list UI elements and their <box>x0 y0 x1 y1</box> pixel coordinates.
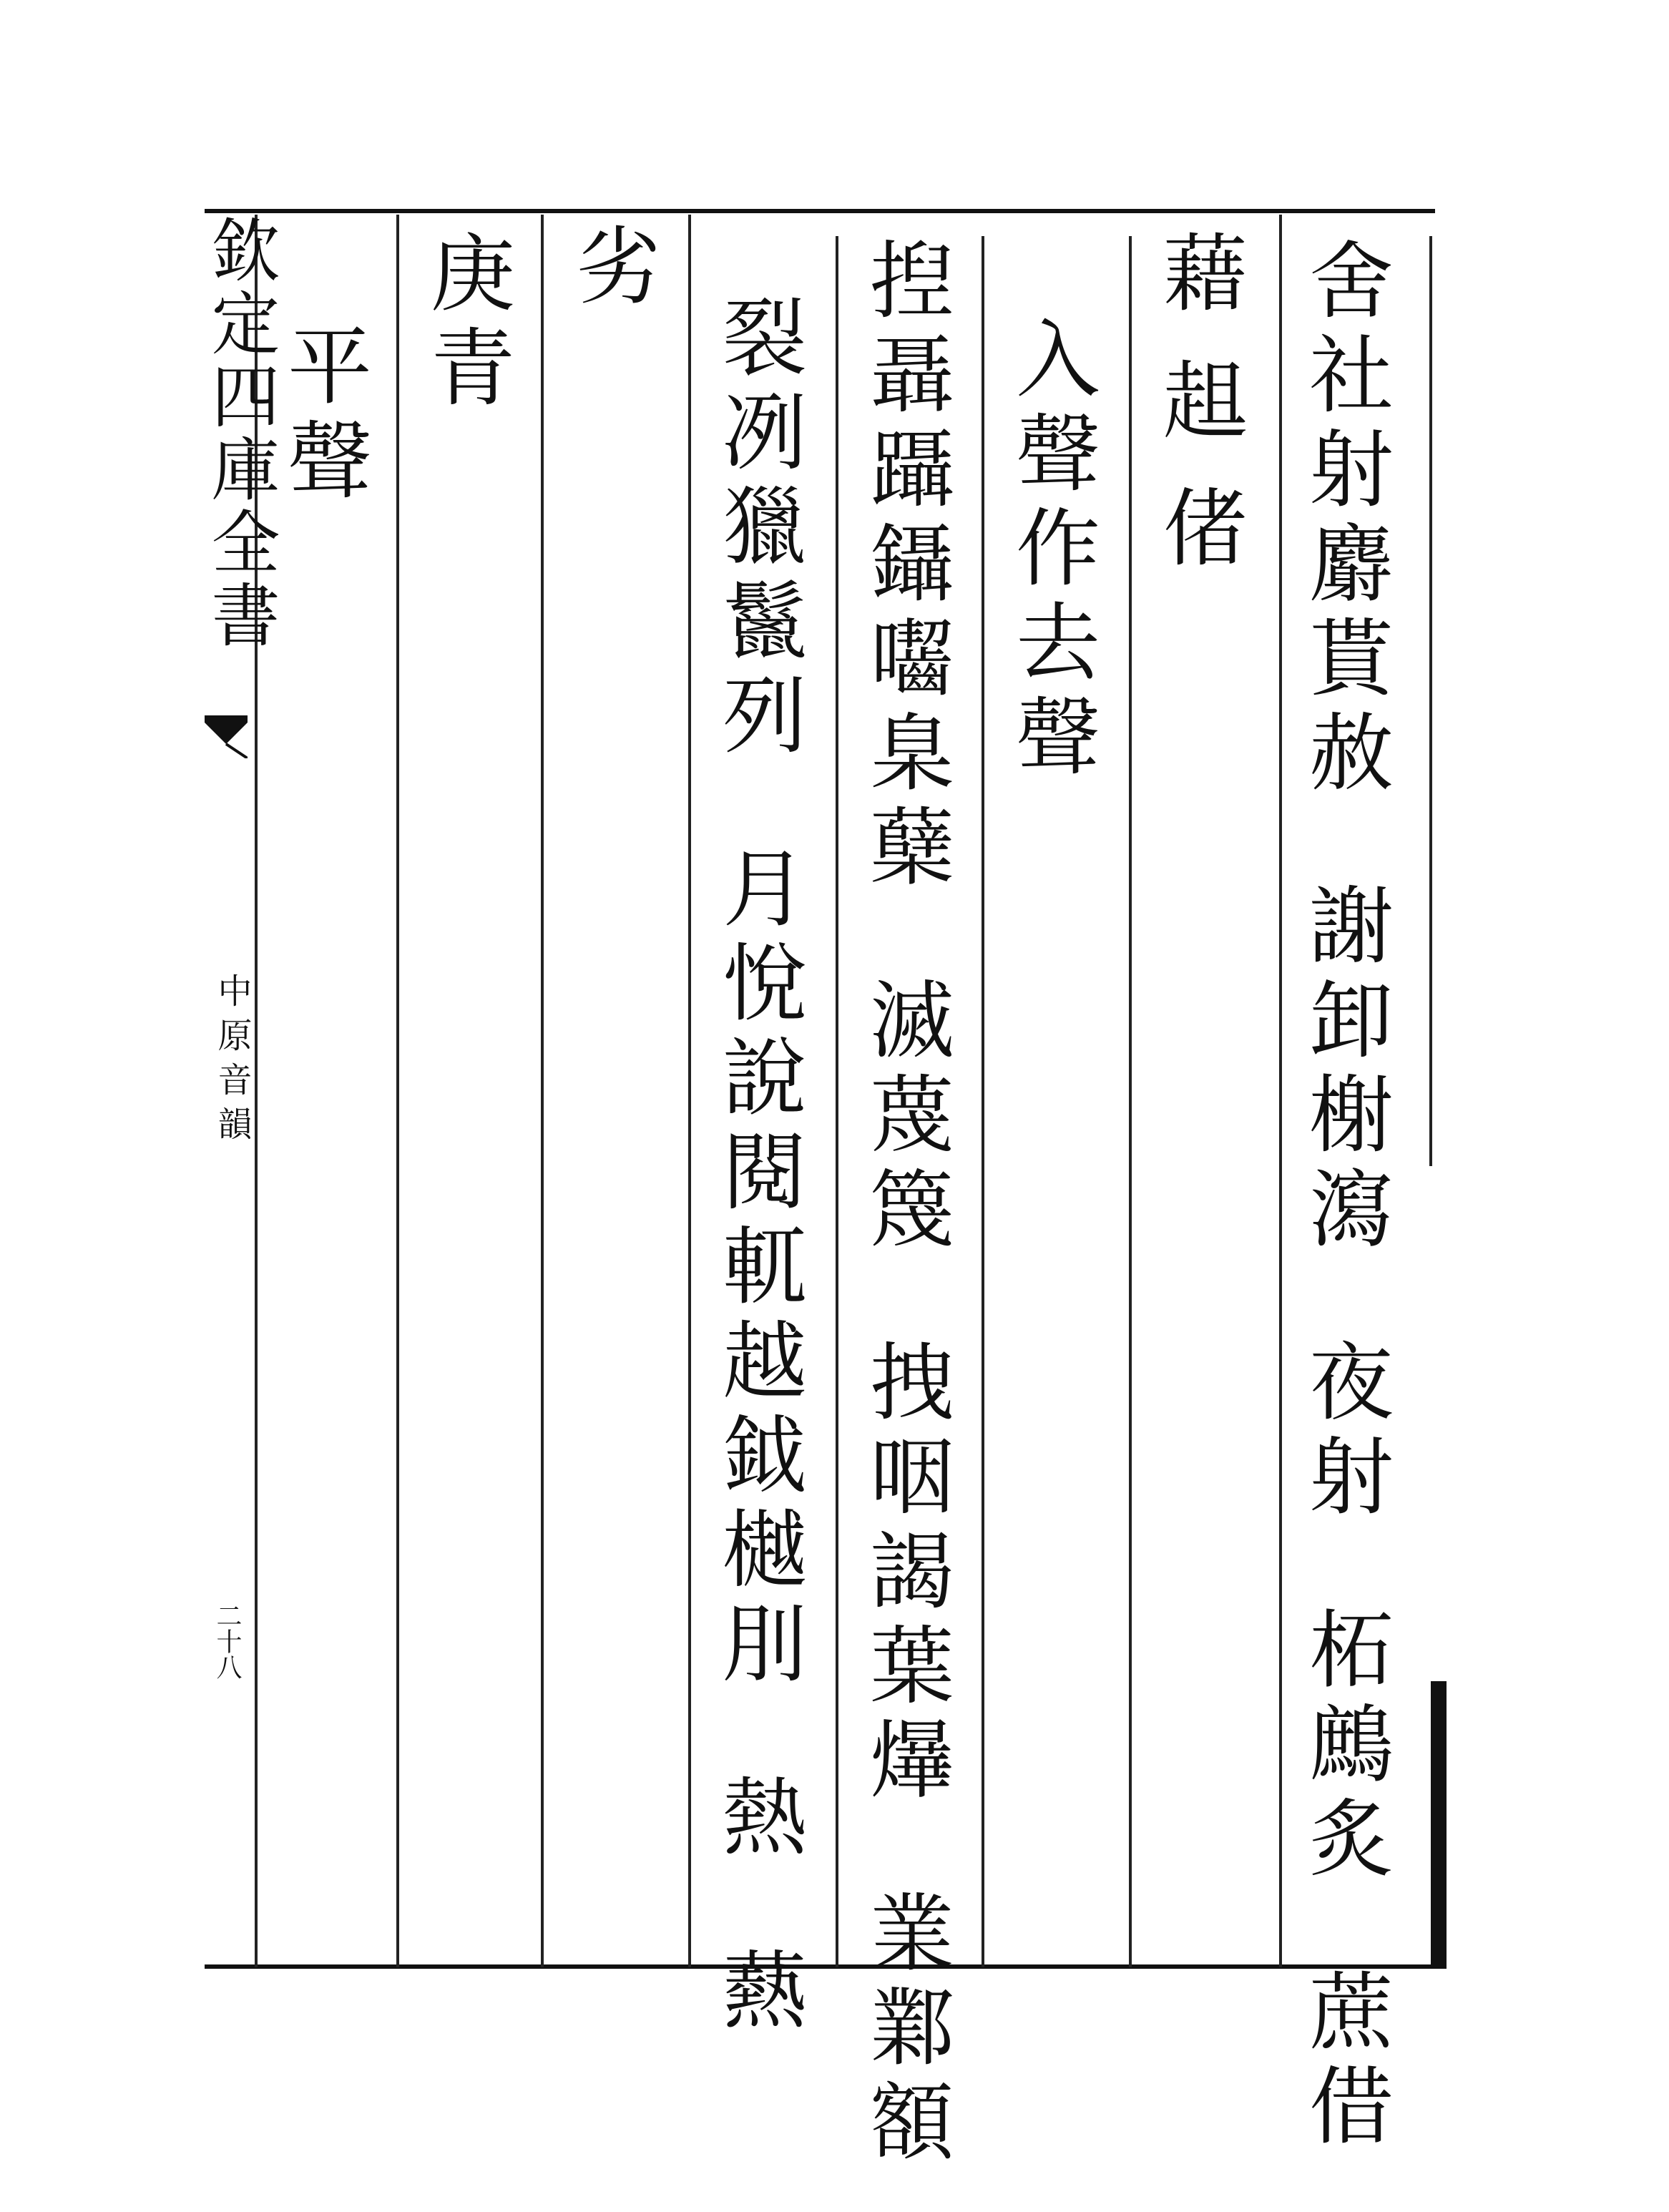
char-group: 藉 <box>1149 229 1248 356</box>
char-group: 庚青 <box>416 229 515 418</box>
fishtail-ornament <box>205 715 248 758</box>
char-group: 業鄴額 <box>856 1889 954 2172</box>
column-rule <box>1279 215 1282 1967</box>
frame-top-border <box>205 209 1435 213</box>
char-group: 劣 <box>562 222 661 316</box>
char-group: 舍社射麝貰赦 <box>1295 236 1394 803</box>
text-column-7 <box>416 229 515 418</box>
char-group: 平聲 <box>273 322 372 511</box>
char-group: 爇 <box>708 1946 807 2040</box>
column-rule <box>1129 236 1132 1967</box>
text-column-6 <box>562 222 661 316</box>
column-rule <box>836 236 838 1967</box>
char-group: 夜射 <box>1295 1338 1394 1527</box>
column-rule <box>982 236 984 1967</box>
text-column-1 <box>1295 236 1394 2156</box>
column-rule <box>396 215 399 1967</box>
frame-right-border <box>1431 1681 1447 1969</box>
char-group: 柘鷓炙 <box>1295 1605 1394 1889</box>
collection-title: 欽定四庫全書 <box>200 215 280 652</box>
frame-bottom-border <box>205 1964 1435 1969</box>
char-group: 月悅說閱軏越鉞樾刖 <box>708 844 807 1694</box>
text-column-2 <box>1149 229 1248 611</box>
char-group: 趄 <box>1149 356 1248 484</box>
char-group: 拽咽謁葉爗 <box>856 1338 954 1810</box>
text-column-5 <box>708 293 807 2040</box>
char-group: 揑聶躡鑷囓臬蘖 <box>856 236 954 897</box>
text-column-4 <box>856 236 954 2172</box>
page-number: 二十八 <box>212 1602 242 1680</box>
column-rule <box>688 215 691 1967</box>
column-rule <box>1429 236 1432 1166</box>
char-group: 裂冽獵鬣列 <box>708 293 807 765</box>
char-group: 謝卸榭瀉 <box>1295 881 1394 1259</box>
char-group: 滅蔑篾 <box>856 976 954 1259</box>
column-rule <box>541 215 544 1967</box>
char-group: 偖 <box>1149 484 1248 611</box>
book-title: 中原音韻 <box>212 973 252 1150</box>
text-column-3 <box>1002 315 1100 787</box>
char-group: 蔗借 <box>1295 1967 1394 2156</box>
char-group: 熱 <box>708 1773 807 1867</box>
text-column-8 <box>273 322 372 511</box>
char-group: 入聲作去聲 <box>1002 315 1100 787</box>
